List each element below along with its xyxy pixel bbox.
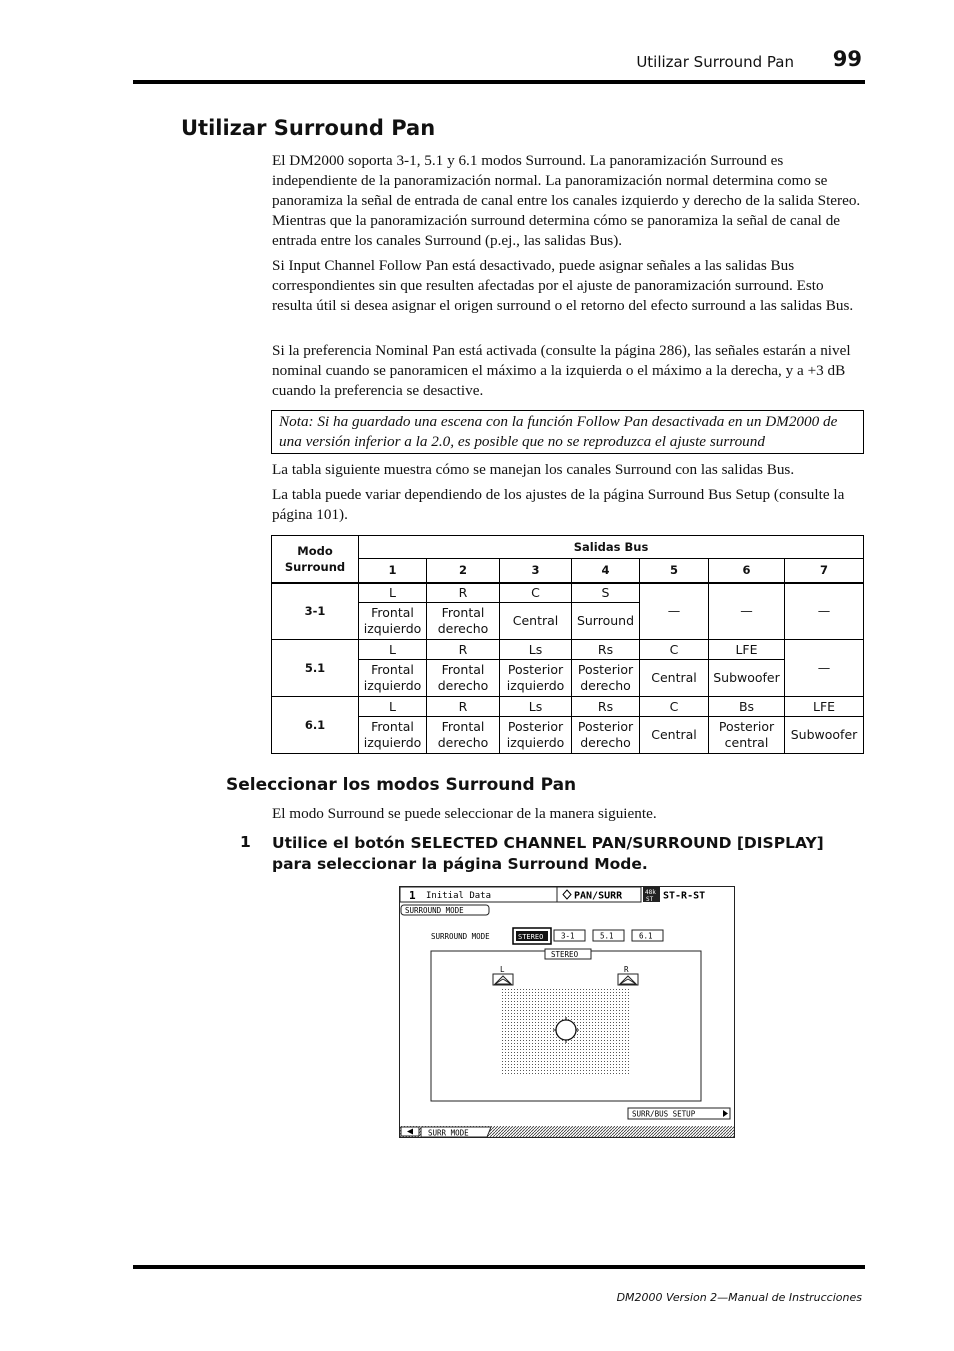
setup-button-label: SURR/BUS SETUP xyxy=(632,1109,696,1119)
scene-number: 1 xyxy=(409,889,416,902)
channel-desc: Frontal derecho xyxy=(427,603,500,640)
mode-button-label: 6.1 xyxy=(639,931,653,941)
paragraph-table-intro: La tabla siguiente muestra cómo se manejan los canales Surround con las salidas Bus. xyxy=(272,461,795,478)
channel-desc: Frontal derecho xyxy=(427,660,500,697)
channel-cell: L xyxy=(359,640,427,660)
bus-number: 6 xyxy=(709,559,785,583)
channel-name: ST-R-ST xyxy=(663,890,706,902)
channel-desc: Central xyxy=(640,660,709,697)
header-rule xyxy=(133,80,865,84)
section-tab[interactable]: SURROUND MODE xyxy=(405,906,464,915)
panel-label: STEREO xyxy=(551,950,579,959)
surround-bus-table xyxy=(271,535,864,754)
paragraph-intro: El DM2000 soporta 3-1, 5.1 y 6.1 modos Surround. La panoramización Surround es independiente de la panoramización normal. La panoramización normal determina como se panoramiza la señal de entrada de canal entre los canales izquierdo y derecho de la salida Stereo. Mientras que la panoramización surround determina cómo se panoramiza la señal de canal de entrada entre los canales Surround (p.ej., las salidas Bus). xyxy=(272,152,861,249)
paragraph-nominal-pan: Si la preferencia Nominal Pan está activada (consulte la página 286), las señales estarán a nivel nominal cuando se panoramicen el máximo a la izquierda o el máximo a la derecha, y a +3 dB cuando la preferencia se desactive. xyxy=(272,342,851,399)
step-text: Utilice el botón SELECTED CHANNEL PAN/SURROUND [DISPLAY] para seleccionar la página Surround Mode. xyxy=(272,834,824,873)
header-mode-surround: Modo Surround xyxy=(272,536,359,583)
left-speaker-label: L xyxy=(500,965,505,974)
channel-cell: S xyxy=(572,583,640,603)
channel-cell: R xyxy=(427,583,500,603)
channel-desc: Posterior derecho xyxy=(572,717,640,754)
channel-cell: R xyxy=(427,697,500,717)
bus-number: 7 xyxy=(785,559,864,583)
channel-cell: L xyxy=(359,697,427,717)
page-footer: DM2000 Version 2—Manual de Instrucciones xyxy=(616,1291,862,1304)
paragraph-table-variation: La tabla puede variar dependiendo de los ajustes de la página Surround Bus Setup (consulte la página 101). xyxy=(272,486,845,523)
page-header-section: Utilizar Surround Pan xyxy=(636,53,794,71)
mode-name: 6.1 xyxy=(272,697,359,754)
channel-cell: Ls xyxy=(500,640,572,660)
channel-desc: Frontal izquierdo xyxy=(359,717,427,754)
channel-cell: Bs xyxy=(709,697,785,717)
rate-mode: ST xyxy=(646,896,654,903)
channel-cell: C xyxy=(640,697,709,717)
mode-button-label: 5.1 xyxy=(600,931,614,941)
channel-desc: Central xyxy=(640,717,709,754)
bus-number: 4 xyxy=(572,559,640,583)
bus-number: 5 xyxy=(640,559,709,583)
right-speaker-icon xyxy=(618,974,638,985)
mode-name: 5.1 xyxy=(272,640,359,697)
bus-number: 3 xyxy=(500,559,572,583)
channel-cell: L xyxy=(359,583,427,603)
tab-label: SURR MODE xyxy=(428,1128,469,1138)
channel-desc: Frontal izquierdo xyxy=(359,603,427,640)
channel-desc: Subwoofer xyxy=(709,660,785,697)
page-number: 99 xyxy=(832,47,862,71)
step-number: 1 xyxy=(240,833,251,851)
empty-cell: — xyxy=(709,583,785,640)
channel-desc: Posterior derecho xyxy=(572,660,640,697)
left-speaker-icon xyxy=(493,974,513,985)
bus-number: 1 xyxy=(359,559,427,583)
channel-cell: LFE xyxy=(709,640,785,660)
page-name: PAN/SURR xyxy=(574,890,623,902)
sample-rate: 48k xyxy=(645,889,656,896)
channel-cell: Rs xyxy=(572,640,640,660)
channel-cell: Rs xyxy=(572,697,640,717)
channel-cell: LFE xyxy=(785,697,864,717)
channel-cell: C xyxy=(500,583,572,603)
subsection-title: Seleccionar los modos Surround Pan xyxy=(226,775,577,795)
note-box: Nota: Si ha guardado una escena con la función Follow Pan desactivada en un DM2000 de una versión inferior a la 2.0, es posible que no se reproduzca el ajuste surround xyxy=(271,410,864,454)
lcd-screen xyxy=(399,886,735,1138)
channel-cell: R xyxy=(427,640,500,660)
channel-desc: Central xyxy=(500,603,572,640)
page-title: Utilizar Surround Pan xyxy=(181,116,436,140)
channel-desc: Surround xyxy=(572,603,640,640)
empty-cell: — xyxy=(785,640,864,697)
channel-cell: C xyxy=(640,640,709,660)
channel-desc: Subwoofer xyxy=(785,717,864,754)
channel-desc: Frontal izquierdo xyxy=(359,660,427,697)
mode-label: SURROUND MODE xyxy=(431,932,490,941)
channel-desc: Posterior izquierdo xyxy=(500,660,572,697)
empty-cell: — xyxy=(785,583,864,640)
scene-name: Initial Data xyxy=(426,891,492,901)
mode-name: 3-1 xyxy=(272,583,359,640)
paragraph-follow-pan: Si Input Channel Follow Pan está desactivado, puede asignar señales a las salidas Bus correspondientes sin que resulten afectadas por el ajuste de panoramización surround. Esto resulta útil si desea asignar el origen surround o el retorno del efecto surround a las salidas Bus. xyxy=(272,257,854,314)
channel-desc: Posterior central xyxy=(709,717,785,754)
channel-desc: Frontal derecho xyxy=(427,717,500,754)
right-speaker-label: R xyxy=(624,965,629,974)
mode-button-label: STEREO xyxy=(518,933,544,941)
channel-cell: Ls xyxy=(500,697,572,717)
footer-rule xyxy=(133,1265,865,1269)
empty-cell: — xyxy=(640,583,709,640)
lcd-title-bar xyxy=(400,887,705,903)
header-bus-outputs: Salidas Bus xyxy=(359,536,864,559)
paragraph-mode-select: El modo Surround se puede seleccionar de la manera siguiente. xyxy=(272,805,657,822)
channel-desc: Posterior izquierdo xyxy=(500,717,572,754)
mode-button-label: 3-1 xyxy=(561,931,575,941)
bus-number: 2 xyxy=(427,559,500,583)
